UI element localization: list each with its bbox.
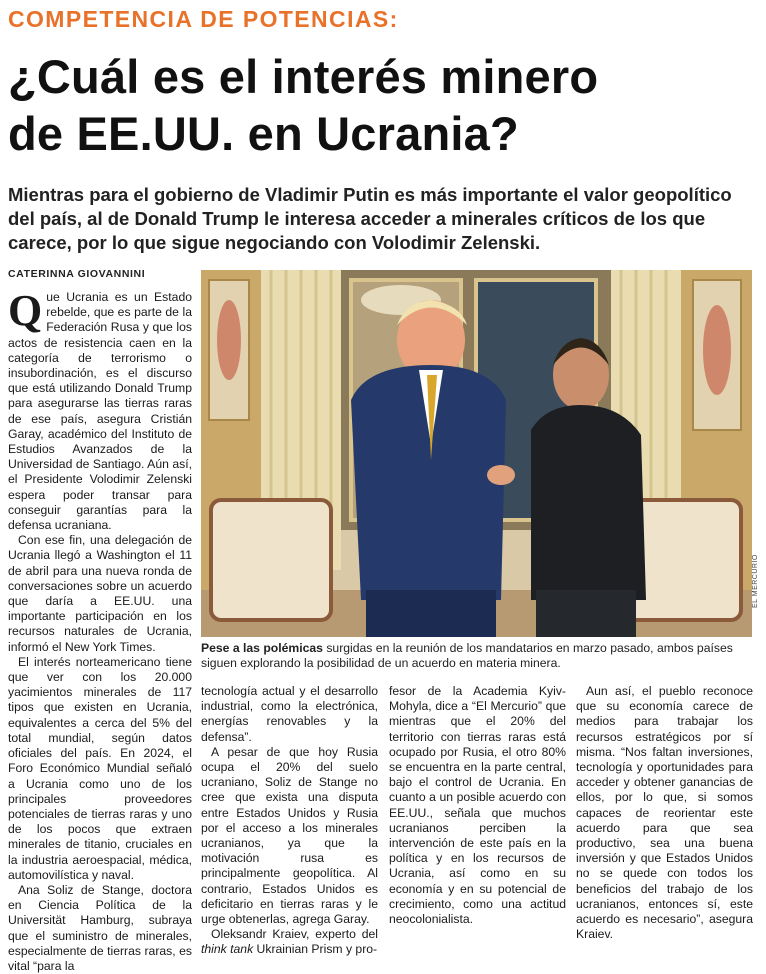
headline-line-2: de EE.UU. en Ucrania? — [8, 107, 519, 160]
caption-text: surgidas en la reunión de los mandatarios en marzo pasado, ambos países siguen explorando la posibilidad de un acuerdo en materia minera. — [201, 641, 733, 670]
headline — [8, 48, 760, 162]
article-column-3 — [389, 684, 566, 927]
section-kicker: COMPETENCIA DE POTENCIAS: — [8, 6, 399, 32]
paragraph-7-text-a: Oleksandr Kraiev, experto del — [211, 927, 378, 942]
paragraph-3: El interés norteamericano tiene que ver con los 20.000 yacimientos minerales de 117 tipos que existen en Ucrania, equivalentes a cerca del 5% del total mundial, según datos oficiales del país. En 2024, el Foro Económico Mundial señaló a Ucrania como uno de los principales proveedores potenciales de tierras raras y uno de los pocos que extraen minerales de titanio, cruciales en la industria aeroespacial, médica, automovilística y naval. — [8, 654, 192, 882]
paragraph-7-italic: think tank — [201, 942, 254, 957]
photo-illustration — [201, 270, 752, 637]
photo-credit: EL MERCURIO — [752, 554, 759, 608]
paragraph-6: A pesar de que hoy Rusia ocupa el 20% del suelo ucraniano, Soliz de Stange no cree que exista una disputa entre Estados Unidos y Rusia por el acceso a los minerales ucranianos, ya que la motivación rusa es principalmente geopolítica. Al contrario, Estados Unidos es deficitario en tierras raras y le urge obtenerlas, agrega Garay. — [201, 744, 378, 927]
paragraph-9: Aun así, el pueblo reconoce que su economía carece de medios para trabajar los recursos estratégicos por sí misma. “Nos faltan inversiones, tecnología y oportunidades para acceder y obtener ganancias de ellos, por lo que, si somos capaces de reorientar este acuerdo para que sea productivo, sea una buena inversión y que Estados Unidos no se quede con todos los beneficios del trabajo de los ucranianos, entonces sí, este acuerdo es necesario”, asegura Kraiev. — [576, 684, 753, 942]
news-photo — [201, 270, 752, 637]
paragraph-1 — [8, 286, 192, 533]
paragraph-2: Con ese fin, una delegación de Ucrania llegó a Washington el 11 de abril para una nueva ronda de conversaciones sobre un acuerdo que daría a EE.UU. una importante participación en los recursos naturales de Ucrania, informó el New York Times. — [8, 533, 192, 654]
paragraph-1-text: ue Ucrania es un Estado rebelde, que es parte de la Federación Rusa y que los actos de resistencia caen en la categoría de terrorismo o insubordinación, es el discurso que está utilizando Donald Trump para asegurarse las tierras raras de ese país, asegura Cristián Garay, académico del Instituto de Estudios Avanzados de la Universidad de Santiago. Aún así, el Presidente Volodimir Zelenski espera poder transar para conseguir garantías para la defensa ucraniana. — [8, 290, 192, 533]
author-byline: CATERINNA GIOVANNINI — [8, 268, 146, 280]
paragraph-8: fesor de la Academia Kyiv-Mohyla, dice a “El Mercurio” que mientras que el 20% del territorio con tierras raras está ocupado por Rusia, el otro 80% se encuentra en la parte central, bajo el control de Ucrania. En cuanto a un posible acuerdo con EE.UU., señala que muchos ucranianos perciben la intervención de este país en la política y en los recursos de Ucrania, así como en su economía y en su potencial de crecimiento, como una actitud neocolonialista. — [389, 684, 566, 927]
drop-cap: Q — [8, 286, 43, 335]
paragraph-4: Ana Soliz de Stange, doctora en Ciencia Política de la Universität Hamburg, subraya que el suministro de minerales, especialmente de tierras raras, es vital “para la — [8, 882, 192, 973]
article-column-4 — [576, 684, 753, 942]
headline-line-1: ¿Cuál es el interés minero — [8, 50, 599, 103]
paragraph-5: tecnología actual y el desarrollo industrial, como la electrónica, energías renovables y la defensa”. — [201, 684, 378, 744]
article-column-2 — [201, 684, 378, 958]
caption-lead: Pese a las polémicas — [201, 641, 323, 655]
photo-caption — [201, 641, 753, 671]
paragraph-7 — [201, 927, 378, 957]
paragraph-7-text-b: Ukrainian Prism y pro- — [253, 942, 378, 957]
article-column-1 — [8, 286, 192, 974]
deck-summary: Mientras para el gobierno de Vladimir Putin es más importante el valor geopolítico del país, al de Donald Trump le interesa acceder a minerales críticos de los que carece, por lo que sigue negociando con Volodimir Zelenski. — [8, 184, 732, 253]
